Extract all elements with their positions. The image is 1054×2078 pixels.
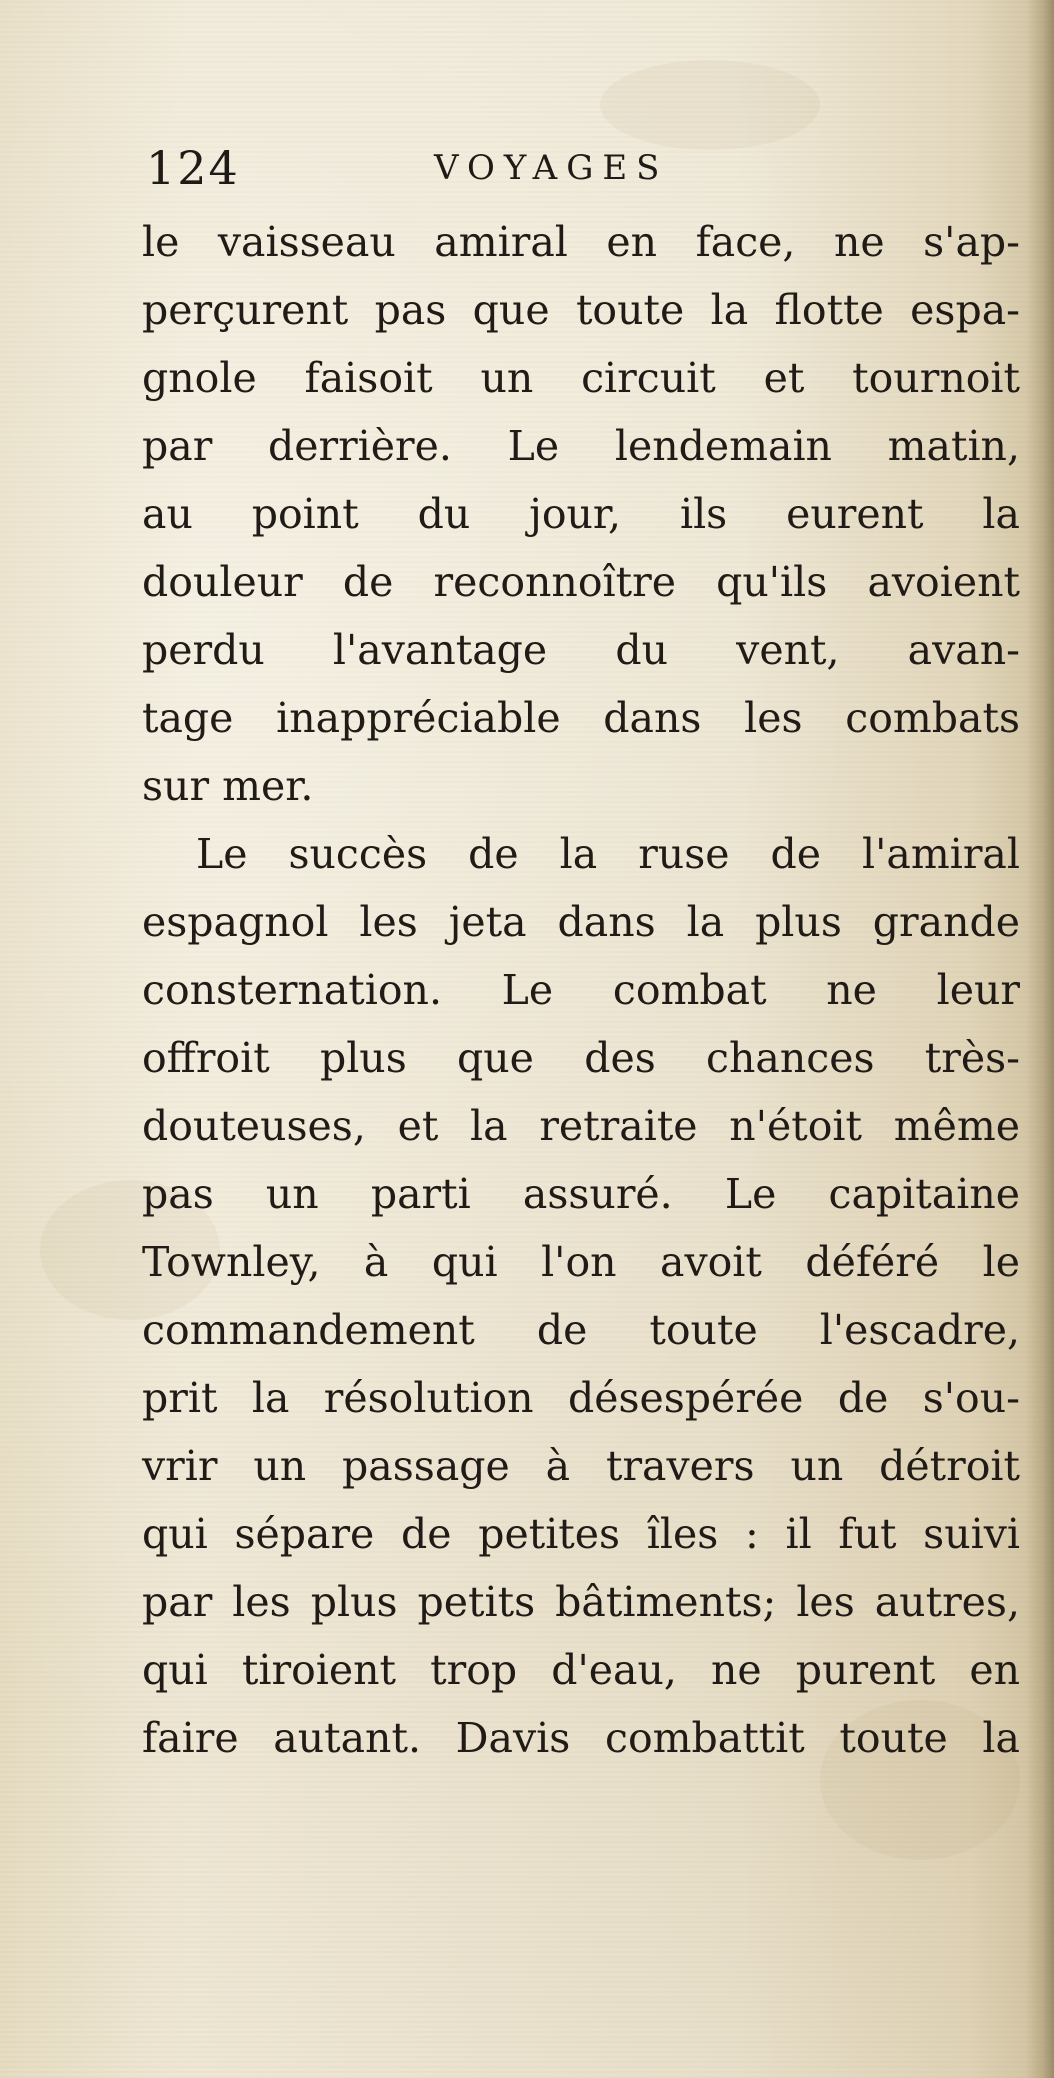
running-head: VOYAGES [434,148,669,188]
text-line: au point du jour, ils eurent la [142,490,1020,538]
text-line: tage inappréciable dans les combats [142,694,1020,742]
text-line: pas un parti assuré. Le capitaine [142,1170,1020,1218]
paragraph-end-line: sur mer. [142,762,314,810]
text-line: vrir un passage à travers un détroit [142,1442,1020,1490]
text-line: perdu l'avantage du vent, avan- [142,626,1020,674]
text-line: par derrière. Le lendemain matin, [142,422,1020,470]
text-line: qui sépare de petites îles : il fut suivi [142,1510,1020,1558]
paragraph-first-line: Le succès de la ruse de l'amiral [196,830,1020,878]
text-line: faire autant. Davis combattit toute la [142,1714,1020,1762]
text-line: offroit plus que des chances très- [142,1034,1020,1082]
text-line: espagnol les jeta dans la plus grande [142,898,1020,946]
text-line: douleur de reconnoître qu'ils avoient [142,558,1020,606]
text-line: gnole faisoit un circuit et tournoit [142,354,1020,402]
page-number: 124 [146,141,240,195]
paper-stain [600,60,820,150]
text-line: commandement de toute l'escadre, [142,1306,1020,1354]
body-text [142,208,1020,1772]
text-line: douteuses, et la retraite n'étoit même [142,1102,1020,1150]
text-line: perçurent pas que toute la flotte espa- [142,286,1020,334]
text-line: le vaisseau amiral en face, ne s'ap- [142,218,1020,266]
page-header [146,138,1026,198]
text-line: par les plus petits bâtiments; les autres, [142,1578,1020,1626]
text-line: qui tiroient trop d'eau, ne purent en [142,1646,1020,1694]
page-binding-edge [1026,0,1054,2078]
text-line: consternation. Le combat ne leur [142,966,1020,1014]
text-line: Townley, à qui l'on avoit déféré le [142,1238,1020,1286]
text-line: prit la résolution désespérée de s'ou- [142,1374,1020,1422]
